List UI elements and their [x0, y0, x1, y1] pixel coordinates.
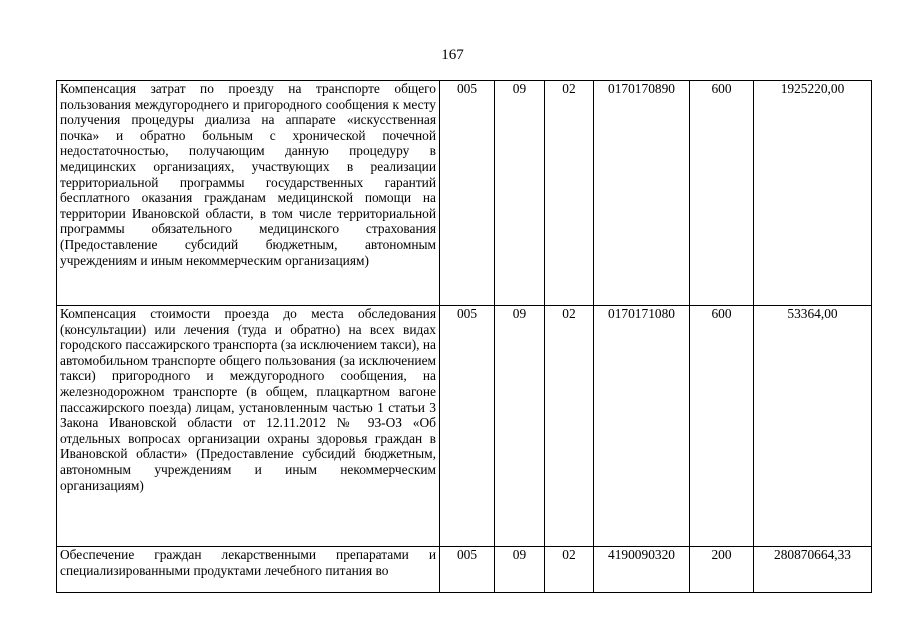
table-row — [57, 81, 872, 306]
amount: 1925220,00 — [754, 81, 872, 306]
subsection-code: 02 — [545, 81, 594, 306]
subsection-code: 02 — [545, 547, 594, 593]
section-code: 09 — [495, 81, 545, 306]
row-description: Компенсация затрат по проезду на транспорте общего пользования междугороднего и пригородного сообщения к месту получения процедуры диализа на аппарате «искусственная почка» и обратно больным с хронической почечной недостаточностью, получающим данную процедуру в медицинских организациях, участвующих в реализации территориальной программы государственных гарантий бесплатного оказания гражданам медицинской помощи на территории Ивановской области, в том числе территориальной программы обязательного медицинского страхования (Предоставление субсидий бюджетным, автономным учреждениям и иным некоммерческим организациям) — [57, 81, 440, 306]
amount: 280870664,33 — [754, 547, 872, 593]
page-number: 167 — [441, 47, 464, 63]
subsection-code: 02 — [545, 306, 594, 547]
ministry-code: 005 — [440, 306, 495, 547]
expense-type-code: 600 — [690, 306, 754, 547]
expense-type-code: 200 — [690, 547, 754, 593]
amount: 53364,00 — [754, 306, 872, 547]
table-row — [57, 547, 872, 593]
section-code: 09 — [495, 306, 545, 547]
expense-type-code: 600 — [690, 81, 754, 306]
table-row — [57, 306, 872, 547]
ministry-code: 005 — [440, 81, 495, 306]
target-article-code: 4190090320 — [594, 547, 690, 593]
budget-table — [56, 80, 872, 593]
row-description: Компенсация стоимости проезда до места обследования (консультации) или лечения (туда и обратно) на всех видах городского пассажирского транспорта (за исключением такси), на автомобильном транспорте общего пользования (за исключением такси) пригородного и междугородного сообщения, на железнодорожном транспорте (в общем, плацкартном вагоне пассажирского поезда) лицам, установленным частью 1 статьи 3 Закона Ивановской области от 12.11.2012 № 93-ОЗ «Об отдельных вопросах организации охраны здоровья граждан в Ивановской области» (Предоставление субсидий бюджетным, автономным учреждениям и иным некоммерческим организациям) — [57, 306, 440, 547]
target-article-code: 0170171080 — [594, 306, 690, 547]
section-code: 09 — [495, 547, 545, 593]
target-article-code: 0170170890 — [594, 81, 690, 306]
ministry-code: 005 — [440, 547, 495, 593]
row-description: Обеспечение граждан лекарственными препаратами и специализированными продуктами лечебного питания во — [57, 547, 440, 593]
